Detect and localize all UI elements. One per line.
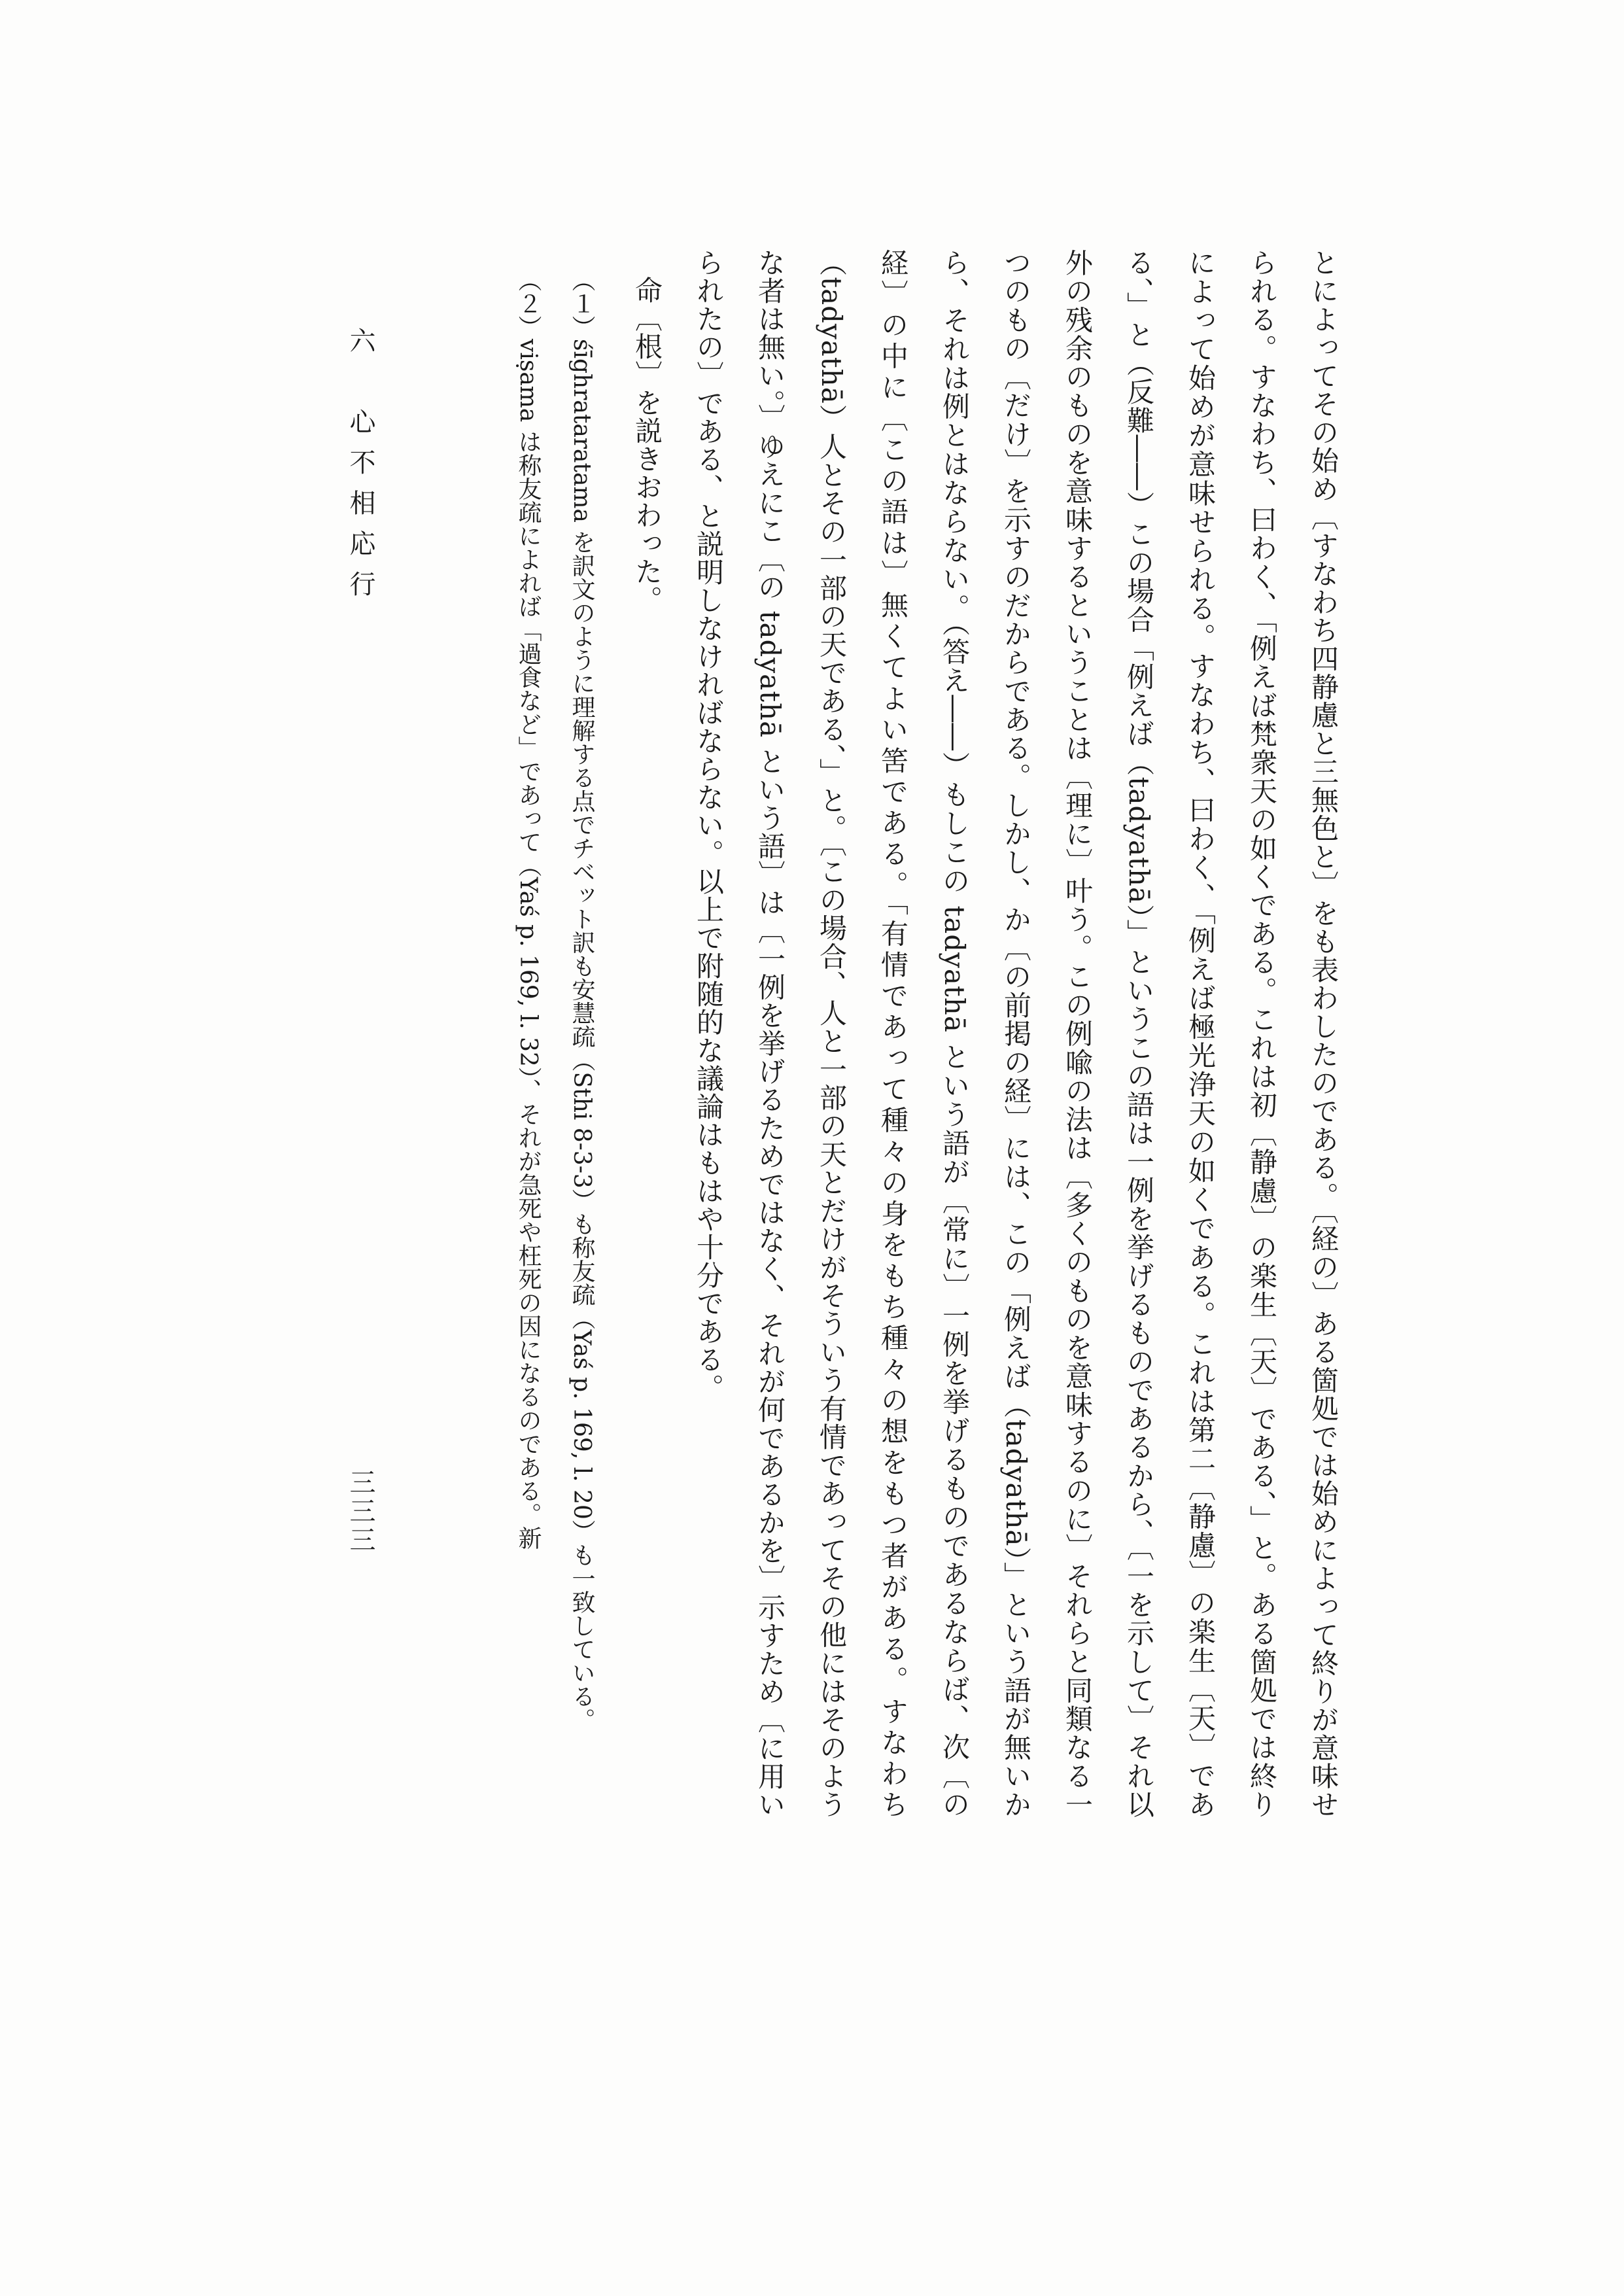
note-2 — [501, 268, 555, 1812]
note-text: śīghrataratama を訳文のように理解する点でチベット訳も安慧疏（Sthi 8-3-3）も称友疏（Yaś p. 169, l. 20）も一致している。 — [568, 339, 595, 1731]
notes-block — [412, 268, 608, 1812]
note-number: （１） — [568, 268, 595, 339]
main-text-block — [628, 249, 1354, 1818]
note-number: （２） — [515, 268, 542, 339]
note-text: viṣama は称友疏によれば「過食など」であって（Yaś p. 169, l. 32）、それが急死や枉死の因になるのである。新 — [515, 339, 542, 1550]
main-paragraph: とによってその始め〔すなわち四静慮と三無色と〕をも表わしたのである。〔経の〕ある箇処では始めによって終りが意味せられる。すなわち、曰わく、「例えば梵衆天の如くである。これは初〔静慮〕の楽生〔天〕である、」と。ある箇処では終りによって始めが意味せられる。すなわち、曰わく、「例えば極光浄天の如くである。これは第二〔静慮〕の楽生〔天〕である、」と（反難――）この場合「例えば（tadyathā）」というこの語は一例を挙げるものであるから、〔一を示して〕それ以外の残余のものを意味するということは〔理に〕叶う。この例喩の法は〔多くのものを意味するのに〕それらと同類なる一つのもの〔だけ〕を示すのだからである。しかし、か〔の前掲の経〕には、この「例えば（tadyathā）」という語が無いから、それは例とはならない。（答え――）もしこの tadyathā という語が〔常に〕一例を挙げるものであるならば、次〔の経〕の中に〔この語は〕無くてよい筈である。「有情であって種々の身をもち種々の想をもつ者がある。すなわち（tadyathā）人とその一部の天である、」と。〔この場合、人と一部の天とだけがそういう有情であってその他にはそのような者は無い。〕ゆえにこ〔の tadyathā という語〕は〔一例を挙げるためではなく、それが何であるかを〕示すため〔に用いられたの〕である、と説明しなければならない。以上で附随的な議論はもはや十分である。 — [693, 249, 1339, 1818]
main-paragraph: 命〔根〕を説きおわった。 — [631, 276, 663, 614]
page-number: 三三三 — [345, 1469, 375, 1555]
running-section-title: 六 心不相応行 — [345, 327, 375, 611]
note-1 — [555, 268, 608, 1812]
